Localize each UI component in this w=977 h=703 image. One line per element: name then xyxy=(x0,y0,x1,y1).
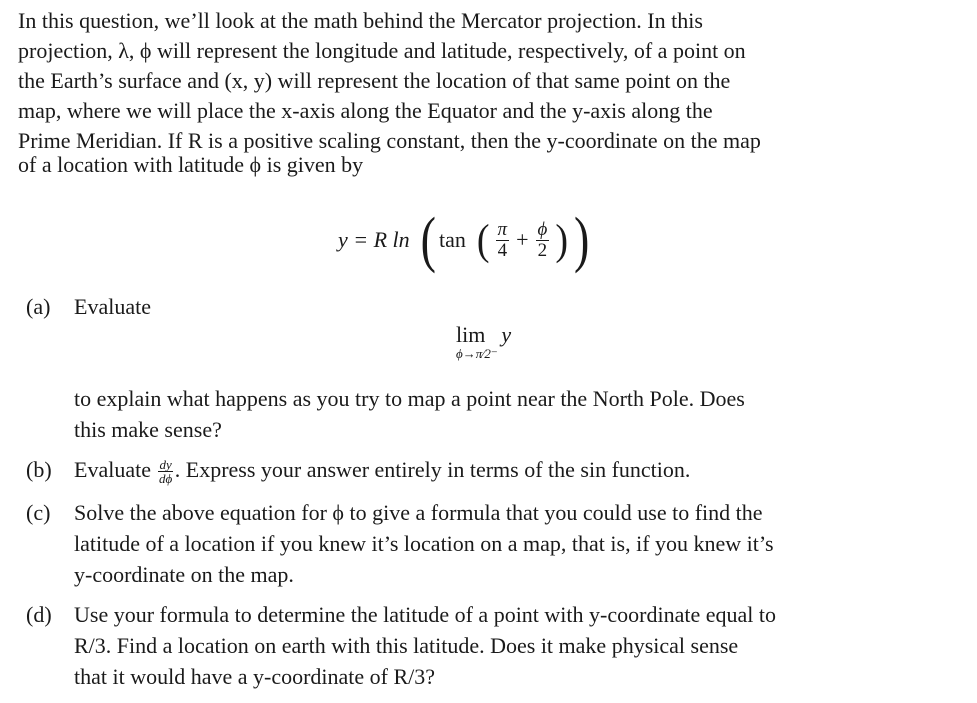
deriv-numerator: dy xyxy=(159,457,172,473)
derivative-dy-dphi xyxy=(158,458,172,485)
open-paren: ( xyxy=(420,204,436,274)
limit-expression xyxy=(456,322,512,361)
intro-line: In this question, we’ll look at the math behind the Mercator projection. In this xyxy=(18,8,703,33)
part-label: (c) xyxy=(26,500,51,525)
part-text xyxy=(74,454,948,485)
limit-variable: y xyxy=(501,322,512,347)
open-paren-inner: ( xyxy=(476,215,490,265)
frac-denominator: 2 xyxy=(537,239,548,261)
frac-numerator: ϕ xyxy=(537,218,548,240)
part-b xyxy=(18,454,948,485)
intro-line: the Earth’s surface and (x, y) will represent the location of that same point on the xyxy=(18,68,731,93)
part-a xyxy=(18,291,948,322)
limit-subscript: ϕ→π⁄2⁻ xyxy=(456,346,498,361)
part-label: (b) xyxy=(26,457,52,482)
part-d xyxy=(18,599,948,692)
intro-line: projection, λ, ϕ will represent the longitude and latitude, respectively, of a point on xyxy=(18,38,746,63)
part-c xyxy=(18,497,948,590)
part-text: Solve the above equation for ϕ to give a formula that you could use to find the xyxy=(74,500,763,525)
equation-func: tan xyxy=(439,227,466,252)
frac-denominator: 4 xyxy=(497,239,508,261)
close-paren: ) xyxy=(574,204,590,274)
fraction-pi-over-4 xyxy=(496,220,510,261)
part-lead: Evaluate xyxy=(74,457,151,482)
part-text: that it would have a y-coordinate of R/3? xyxy=(74,664,436,689)
intro-line: Prime Meridian. If R is a positive scaling constant, then the y-coordinate on the map xyxy=(18,128,761,153)
part-text: Use your formula to determine the latitude of a point with y-coordinate equal to xyxy=(74,602,776,627)
part-text: Evaluate xyxy=(74,294,151,319)
intro-paragraph xyxy=(18,6,948,176)
part-label: (d) xyxy=(26,602,52,627)
intro-line: map, where we will place the x-axis along the Equator and the y-axis along the xyxy=(18,98,713,123)
intro-line: of a location with latitude ϕ is given by xyxy=(18,152,364,177)
close-paren-inner: ) xyxy=(555,215,568,265)
part-text: this make sense? xyxy=(74,417,222,442)
deriv-denominator: dϕ xyxy=(158,471,173,487)
part-text: latitude of a location if you knew it’s location on a map, that is, if you knew it’s xyxy=(74,531,774,556)
part-text: to explain what happens as you try to map a point near the North Pole. Does xyxy=(74,386,745,411)
part-trail: . Express your answer entirely in terms of the sin function. xyxy=(174,457,691,482)
fraction-phi-over-2 xyxy=(536,220,550,261)
equation-lhs: y = R ln xyxy=(338,227,410,252)
mercator-equation xyxy=(338,205,592,275)
part-text: y-coordinate on the map. xyxy=(74,562,294,587)
part-text: R/3. Find a location on earth with this latitude. Does it make physical sense xyxy=(74,633,739,658)
plus-sign: + xyxy=(516,227,529,252)
limit-operator: lim xyxy=(456,322,486,347)
part-a-continued xyxy=(18,383,948,445)
frac-numerator: π xyxy=(497,218,508,240)
part-label: (a) xyxy=(26,294,51,319)
